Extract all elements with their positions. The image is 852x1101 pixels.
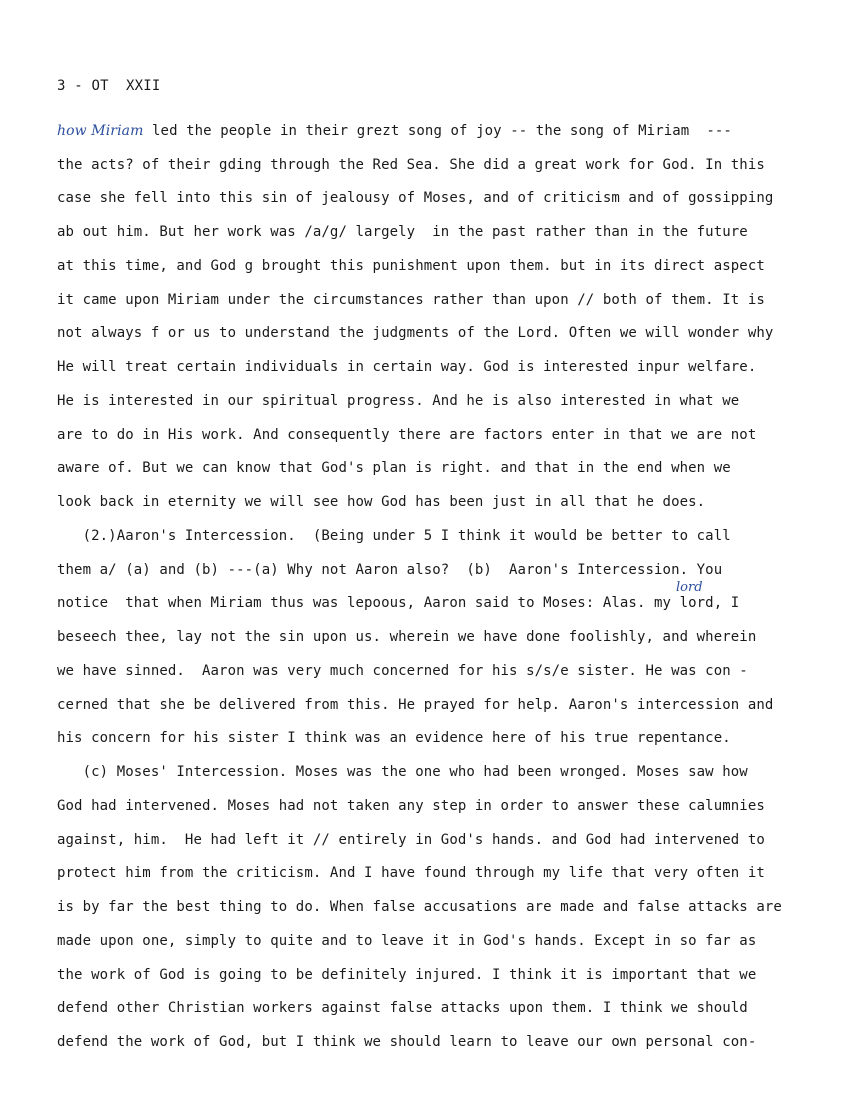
text-line: case she fell into this sin of jealousy of Moses, and of criticism and of gossipping	[57, 190, 774, 206]
text-line: look back in eternity we will see how God has been just in all that he does.	[57, 494, 706, 510]
text-line: made upon one, simply to quite and to leave it in God's hands. Except in so far as	[57, 933, 757, 949]
text-line: it came upon Miriam under the circumstances rather than upon // both of them. It is	[57, 292, 765, 308]
text-line: defend other Christian workers against false attacks upon them. I think we should	[57, 1000, 748, 1016]
text-line: aware of. But we can know that God's plan is right. and that in the end when we	[57, 460, 731, 476]
text-line: cerned that she be delivered from this. He prayed for help. Aaron's intercession and	[57, 697, 774, 713]
text-line: how Miriam led the people in their grezt song of joy -- the song of Miriam ---	[57, 123, 732, 139]
text-line: (2.)Aaron's Intercession. (Being under 5 I think it would be better to call	[57, 528, 731, 544]
text-line: against, him. He had left it // entirely in God's hands. and God had intervened to	[57, 832, 765, 848]
text-line: (c) Moses' Intercession. Moses was the one who had been wronged. Moses saw how	[57, 764, 748, 780]
text-line: is by far the best thing to do. When false accusations are made and false attacks are	[57, 899, 782, 915]
text-line: not always f or us to understand the judgments of the Lord. Often we will wonder why	[57, 325, 774, 341]
handwritten-correction: lord	[676, 580, 703, 595]
text-line: are to do in His work. And consequently there are factors enter in that we are not	[57, 427, 757, 443]
text-line: at this time, and God g brought this punishment upon them. but in its direct aspect	[57, 258, 765, 274]
text-line: He will treat certain individuals in certain way. God is interested inpur welfare.	[57, 359, 757, 375]
text-line: ab out him. But her work was /a/g/ largely in the past rather than in the future	[57, 224, 748, 240]
text-line: beseech thee, lay not the sin upon us. wherein we have done foolishly, and wherein	[57, 629, 757, 645]
text-line: God had intervened. Moses had not taken any step in order to answer these calumnies	[57, 798, 765, 814]
text-line: the acts? of their gding through the Red Sea. She did a great work for God. In this	[57, 157, 765, 173]
handwritten-insert: how Miriam	[57, 123, 144, 139]
text-line: notice that when Miriam thus was lepoous, Aaron said to Moses: Alas. my lord, I	[57, 595, 740, 611]
page-header: 3 - OT XXII	[57, 78, 161, 94]
text-line: the work of God is going to be definitely injured. I think it is important that we	[57, 967, 757, 983]
text-line: defend the work of God, but I think we should learn to leave our own personal con-	[57, 1034, 757, 1050]
text-line: protect him from the criticism. And I have found through my life that very often it	[57, 865, 765, 881]
text-line: we have sinned. Aaron was very much concerned for his s/s/e sister. He was con -	[57, 663, 748, 679]
text-line: He is interested in our spiritual progress. And he is also interested in what we	[57, 393, 740, 409]
text-line: them a/ (a) and (b) ---(a) Why not Aaron also? (b) Aaron's Intercession. You	[57, 562, 723, 578]
text-line: his concern for his sister I think was an evidence here of his true repentance.	[57, 730, 731, 746]
